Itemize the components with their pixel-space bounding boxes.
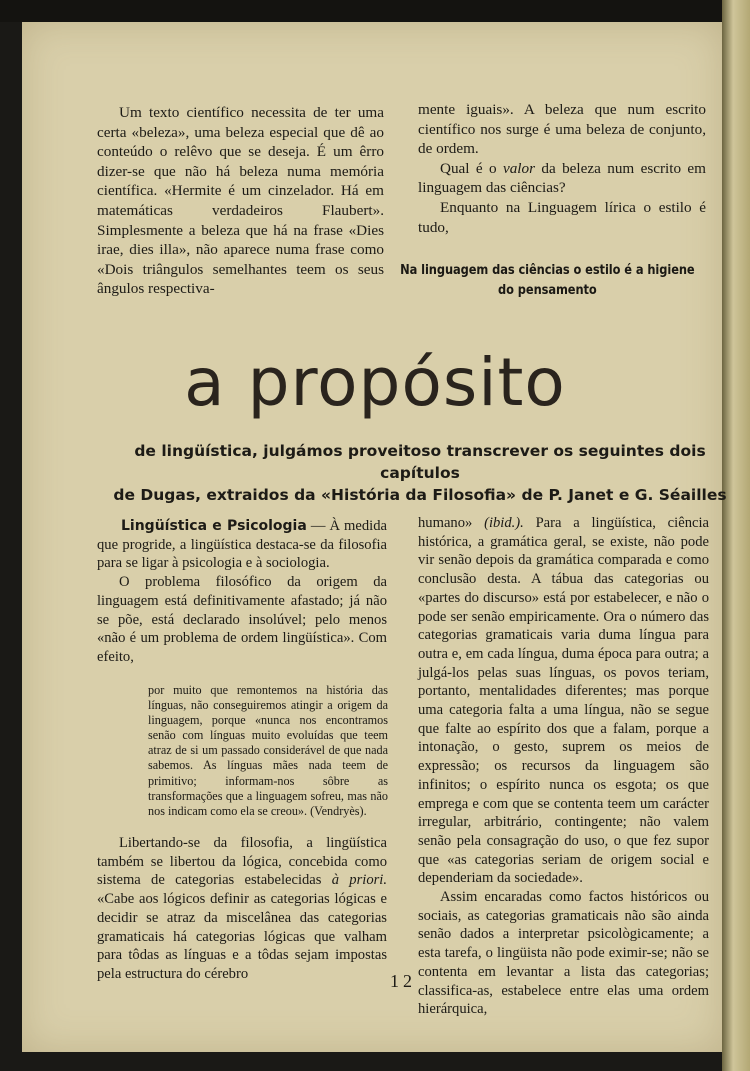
section-paragraph-2: O problema filosófico da origem da linguagem está definitivamente afastado; já não se põe, está declarado insolúvel; pelo menos «não é um problema de ordem lingüística». Com efeito,	[97, 574, 387, 665]
body-right-column	[418, 514, 709, 1019]
page-number: 12	[390, 971, 416, 991]
intro-right-p1: mente iguais». A beleza que num escrito científico nos surge é uma beleza de conjunto, de ordem.	[418, 101, 706, 158]
right-paragraph-2: Assim encaradas como factos históricos ou sociais, as categorias gramaticais não são ainda senão dados a interpretar psicològicamente; a esta tarefa, o lingüista não pode eximir-se; não se contenta em levantar a lista das categorias; classifica-as, estabelece entre elas uma ordem hierárquica,	[418, 889, 709, 1018]
book-spine-edge	[722, 0, 750, 1071]
highlight-quote: Na linguagem das ciências o estilo é a higiene do pensamento	[400, 263, 695, 298]
subtitle: de lingüística, julgámos proveitoso transcrever os seguintes dois capítulos de Dugas, extraidos da «História da Filosofia» de P. Janet e G. Séailles	[113, 442, 727, 504]
section-heading: Lingüística e Psicologia	[121, 518, 307, 534]
intro-paragraph: Um texto científico necessita de ter uma certa «beleza», uma beleza especial que dê ao conteúdo o relêvo que se deseja. É um êrro dizer-se que não há beleza numa memória científica. «Hermite é um cinzelador. Há em matemáticas verdadeiros Flaubert». Simplesmente a beleza que há na frase «Dies irae, dies illa», não aparece numa frase como «Dois triângulos semelhantes teem os seus ângulos respectiva-	[97, 104, 384, 298]
intro-left-column	[97, 103, 384, 299]
right-paragraph-1: humano» (ibid.). Para a lingüística, ciência histórica, a gramática geral, se existe, não pode vir senão depois da gramática comparada e como conclusão desta. A tábua das categorias ou «partes do discurso» está por estabelecer, e não o pode ser senão empiricamente. Ora o número das categorias gramaticais varia duma língua para outra e, em cada língua, duma época para outra; a julgá-los pelas suas línguas, os povos teriam, portanto, mentalidades diferentes; mas porque uma categoria falta a uma língua, não se segue que falte ao espírito dos que a falam, porque a intonação, o gesto, suprem os meios de expressão; os recursos da linguagem são infinitos; o espírito nunca os esgota; os que emprega e com que se contenta teem um carácter irregular, arbitrário, contingente; não valem senão pela consagração do uso, o que fez supor que «as categorias seriam de origem social e dependeriam da sociedade».	[418, 515, 710, 887]
section-paragraph-1: Lingüística e Psicologia — À medida que progride, a lingüística destaca-se da filosofia para se ligar à psicologia e à sociologia.	[97, 518, 387, 572]
body-left-column-lower	[97, 834, 387, 984]
body-left-column	[97, 517, 387, 667]
page-title: a propósito	[184, 344, 566, 421]
section-paragraph-3: Libertando-se da filosofia, a lingüística também se libertou da lógica, concebida como sistema de categorias estabelecidas à priori. «Cabe aos lógicos definir as categorias lógicas e decidir se atraz da miscelânea das categorias gramaticais há categorias lógicas que valham para tôdas as línguas e a tôdas sejam impostas pela estructura do cérebro	[97, 835, 388, 982]
intro-right-p2: Qual é o valor da beleza num escrito em linguagem das ciências?	[418, 159, 706, 197]
block-quote: por muito que remontemos na história das línguas, não conseguiremos atingir a origem da linguagem, porque «nunca nos encontramos senão com línguas muito evoluídas que teem atraz de si um passado considerável de que nada sabemos. As línguas mães nada teem de primitivo; informam-nos sôbre as transformações que a linguagem sofreu, mas não nos indicam como ela se creou». (Vendryès).	[148, 683, 388, 818]
intro-right-p3: Enquanto na Linguagem lírica o estilo é tudo,	[418, 198, 706, 236]
intro-right-column	[418, 100, 706, 237]
scan-top-border	[0, 0, 750, 22]
